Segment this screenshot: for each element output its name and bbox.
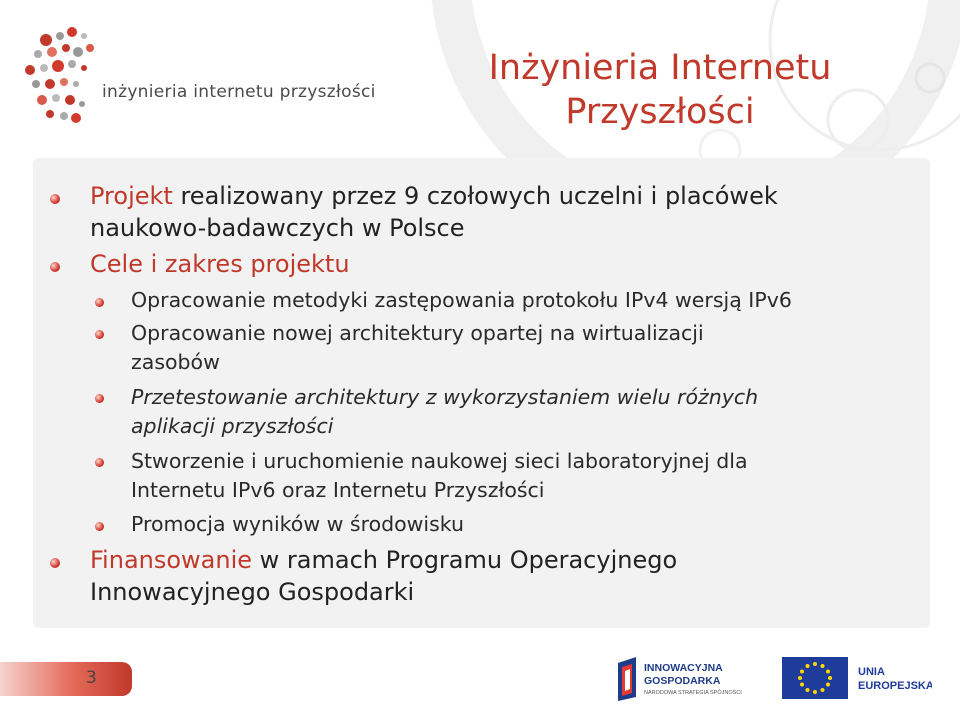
eu-line2: EUROPEJSKA: [858, 680, 932, 692]
list-item-funding: [90, 544, 677, 608]
item-text-line2: aplikacji przyszłości: [131, 414, 334, 438]
list-item-promotion: [131, 510, 464, 539]
item-text-line2: zasobów: [131, 350, 220, 374]
ig-line3: NARODOWA STRATEGIA SPÓJNOŚCI: [644, 690, 742, 696]
title-line-1: Inżynieria Internetu: [488, 48, 832, 88]
list-item-architecture: [131, 319, 704, 377]
list-item-network: [131, 447, 748, 505]
item-text: Opracowanie nowej architektury opartej na wirtualizacji: [131, 321, 704, 345]
page-number: 3: [86, 668, 97, 688]
project-logo: [20, 18, 380, 138]
page-number-badge: [0, 662, 132, 696]
bullet-icon: [95, 522, 104, 531]
bullet-icon: [95, 394, 104, 403]
item-text: Opracowanie metodyki zastępowania protokołu IPv4 wersją IPv6: [131, 288, 792, 312]
eu-flag-logo: [782, 655, 932, 701]
logo-text: inżynieria internetu przyszłości: [102, 82, 376, 102]
list-item-project: [90, 180, 778, 244]
item-text: w ramach Programu Operacyjnego: [252, 546, 678, 574]
ig-line2: GOSPODARKA: [644, 675, 721, 687]
title-line-2: Przyszłości: [565, 92, 755, 132]
innowacyjna-gospodarka-logo: [616, 657, 766, 701]
list-item-testing: [131, 383, 758, 441]
ig-line1: INNOWACYJNA: [644, 662, 723, 674]
slide-title: [440, 46, 880, 134]
eu-flag-icon: [782, 655, 932, 701]
item-text: Przetestowanie architektury z wykorzystaniem wielu różnych: [131, 385, 759, 409]
bullet-icon: [95, 298, 104, 307]
highlight-text: Projekt: [90, 182, 173, 210]
bullet-icon: [95, 330, 104, 339]
item-text-line2: Innowacyjnego Gospodarki: [90, 578, 415, 606]
bullet-icon: [50, 262, 60, 272]
item-text-line2: Internetu IPv6 oraz Internetu Przyszłości: [131, 478, 545, 502]
item-text: realizowany przez 9 czołowych uczelni i placówek: [172, 182, 778, 210]
highlight-text: Cele i zakres projektu: [90, 250, 350, 278]
bullet-icon: [50, 558, 60, 568]
item-text: Stworzenie i uruchomienie naukowej sieci laboratoryjnej dla: [131, 449, 748, 473]
content-panel: [33, 158, 930, 628]
item-text-line2: naukowo-badawczych w Polsce: [90, 214, 465, 242]
item-text: Promocja wyników w środowisku: [131, 512, 465, 536]
bullet-icon: [95, 458, 104, 467]
list-item-goals: [90, 248, 350, 280]
highlight-text: Finansowanie: [90, 546, 253, 574]
ig-emblem-icon: [616, 657, 766, 701]
list-item-ipv6-migration: [131, 286, 792, 315]
bullet-icon: [50, 194, 60, 204]
eu-line1: UNIA: [858, 666, 885, 678]
dots-logo-icon: [20, 18, 120, 138]
